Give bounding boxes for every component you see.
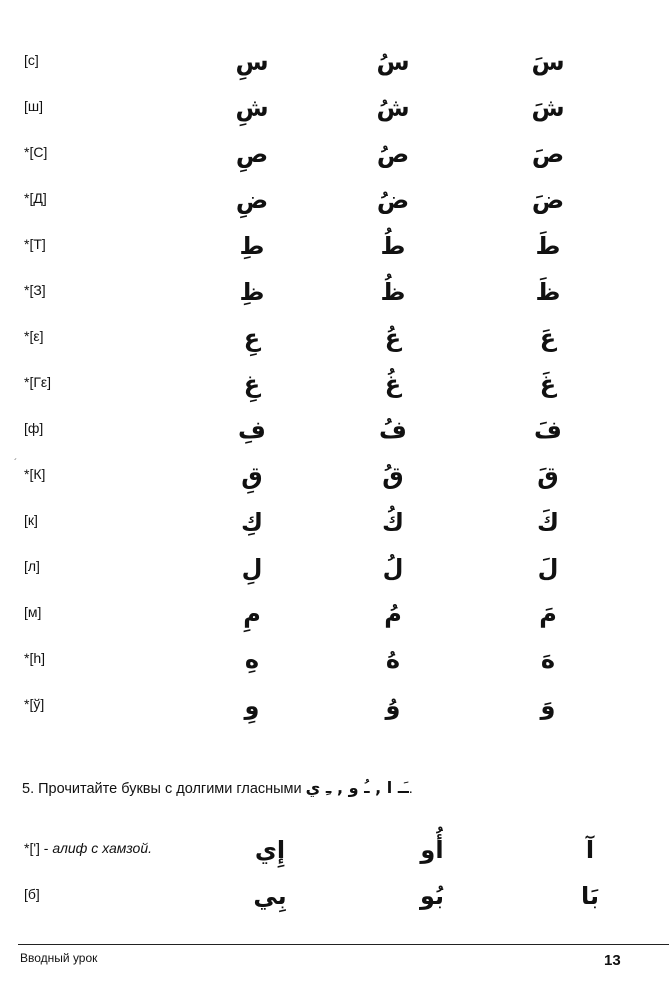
letter-damma: لُ (382, 554, 404, 582)
letter-kasra: لِ (241, 554, 263, 582)
table-row (0, 640, 669, 680)
long-vowel-marks: ـَـ ا , ـُ و , ـِ ي (305, 778, 409, 797)
letter-damma: ضُ (376, 186, 410, 214)
letter-fatha: سَ (531, 48, 565, 76)
letter-fatha: وَ (540, 692, 556, 720)
letter-damma: قُ (382, 462, 404, 490)
transliteration: *[К] (24, 466, 46, 482)
table-row (0, 456, 669, 496)
letter-kasra: طِ (239, 232, 265, 260)
letter-kasra: صِ (235, 140, 269, 168)
letter-damma: فُ (379, 416, 407, 444)
table-row (0, 548, 669, 588)
letter-kasra: عِ (243, 324, 261, 352)
letter-damma: هُ (385, 646, 401, 674)
letter-damma: وُ (385, 692, 401, 720)
table-row (0, 318, 669, 358)
letter-fatha: شَ (531, 94, 565, 122)
transliteration: [к] (24, 512, 38, 528)
letter-fatha: ظَ (535, 278, 561, 306)
footer-divider (18, 944, 669, 945)
transliteration: [ф] (24, 420, 44, 436)
letter-kasra: وِ (244, 692, 260, 720)
instruction-text: 5. Прочитайте буквы с долгими гласными (22, 781, 302, 797)
letter-fatha: مَ (539, 600, 557, 628)
row-label (24, 886, 40, 902)
transliteration: *[h] (24, 650, 46, 666)
transliteration: [м] (24, 604, 42, 620)
instruction-end: . (408, 781, 413, 797)
letter-damma: عُ (384, 324, 402, 352)
table-row (0, 686, 669, 726)
letter-fatha: طَ (535, 232, 561, 260)
letter-kasra: سِ (235, 48, 269, 76)
letter-long-i: بِي (253, 882, 287, 910)
letter-long-i: إِي (254, 836, 286, 864)
letter-damma: طُ (380, 232, 406, 260)
letter-fatha: صَ (531, 140, 565, 168)
letter-long-u: أُو (420, 836, 444, 864)
table-row (0, 410, 669, 450)
transliteration: *[ў] (24, 696, 45, 712)
letter-long-a: آ (585, 836, 595, 864)
letter-kasra: شِ (235, 94, 269, 122)
letter-damma: كُ (382, 508, 404, 536)
row-label (24, 840, 152, 856)
letter-kasra: قِ (241, 462, 263, 490)
letter-fatha: كَ (537, 508, 559, 536)
letter-kasra: ظِ (239, 278, 265, 306)
letter-kasra: مِ (243, 600, 261, 628)
letter-kasra: غِ (243, 370, 261, 398)
letter-fatha: هَ (540, 646, 556, 674)
lesson-title: Вводный урок (20, 951, 98, 965)
letter-damma: سُ (376, 48, 410, 76)
margin-mark: ´ (14, 458, 18, 469)
letter-fatha: لَ (537, 554, 559, 582)
transliteration: *[Т] (24, 236, 46, 252)
label-text: [б] (24, 886, 40, 902)
transliteration: *[С] (24, 144, 48, 160)
letter-kasra: كِ (241, 508, 263, 536)
transliteration: *[Гε] (24, 374, 52, 390)
letter-kasra: هِ (244, 646, 260, 674)
table-row (0, 226, 669, 266)
table-row (0, 88, 669, 128)
label-text: *['] - (24, 840, 53, 856)
transliteration: *[ε] (24, 328, 44, 344)
label-italic: алиф с хамзой. (52, 840, 153, 856)
letter-damma: غُ (384, 370, 402, 398)
table-row (0, 180, 669, 220)
table-row (0, 272, 669, 312)
transliteration: *[Д] (24, 190, 47, 206)
letter-fatha: قَ (537, 462, 559, 490)
letter-long-u: بُو (419, 882, 445, 910)
letter-damma: شُ (376, 94, 410, 122)
long-vowel-row (0, 874, 669, 918)
letter-damma: صُ (376, 140, 410, 168)
table-row (0, 364, 669, 404)
transliteration: [л] (24, 558, 40, 574)
transliteration: [ш] (24, 98, 44, 114)
letter-kasra: ضِ (235, 186, 269, 214)
table-row (0, 594, 669, 634)
letter-damma: ظُ (380, 278, 406, 306)
letter-damma: مُ (384, 600, 402, 628)
table-row (0, 502, 669, 542)
page-number: 13 (604, 952, 621, 969)
letter-fatha: غَ (539, 370, 557, 398)
table-row (0, 134, 669, 174)
letter-kasra: فِ (238, 416, 266, 444)
letter-fatha: عَ (539, 324, 557, 352)
long-vowel-row (0, 828, 669, 872)
table-row (0, 42, 669, 82)
letter-fatha: فَ (534, 416, 562, 444)
letter-long-a: بَا (580, 882, 600, 910)
transliteration: *[З] (24, 282, 46, 298)
letter-fatha: ضَ (531, 186, 565, 214)
transliteration: [с] (24, 52, 39, 68)
exercise-instruction (22, 778, 652, 797)
